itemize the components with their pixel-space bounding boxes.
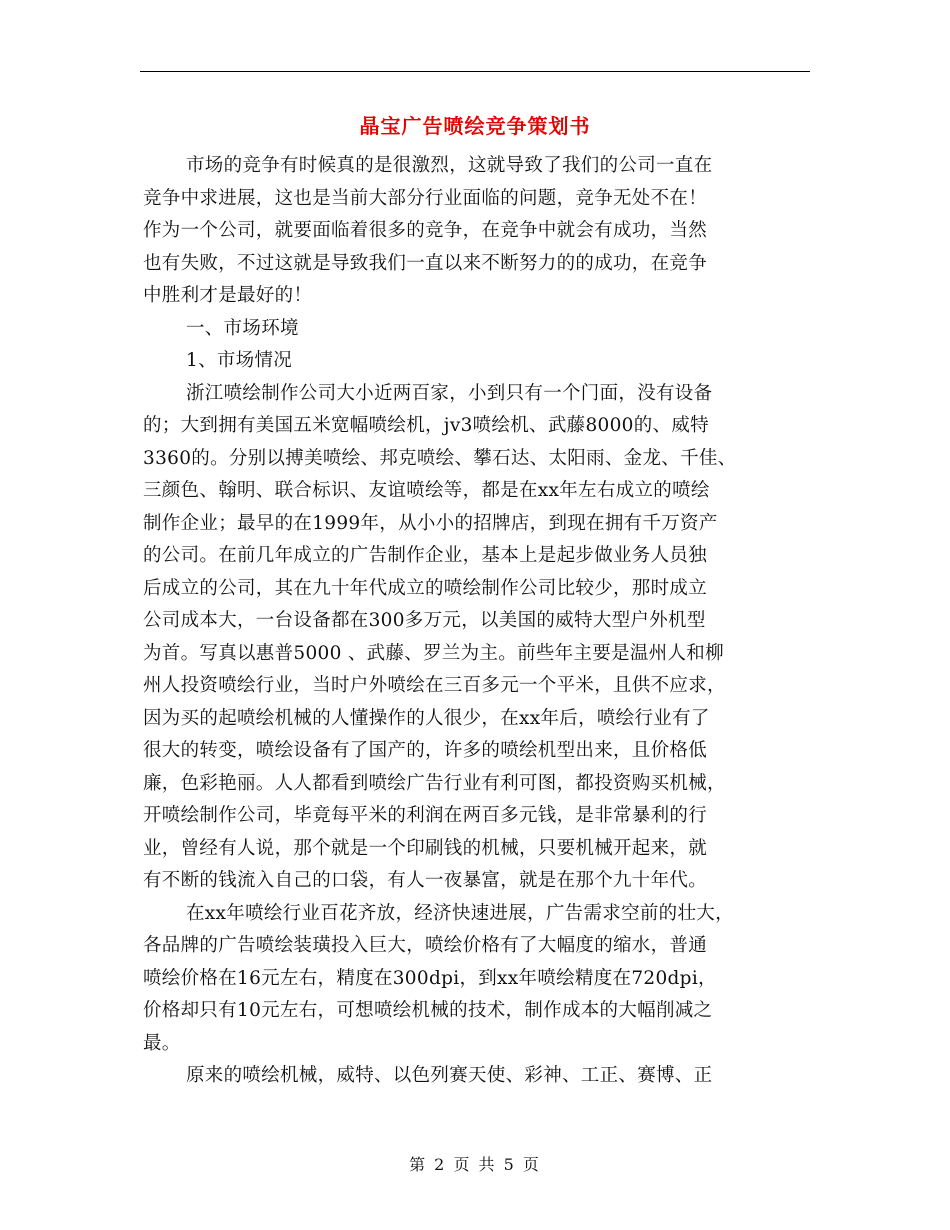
document-title: 晶宝广告喷绘竞争策划书: [359, 114, 591, 138]
body-line: 州人投资喷绘行业，当时户外喷绘在三百多元一个平米，且供不应求，: [143, 675, 726, 696]
body-line: 因为买的起喷绘机械的人懂操作的人很少，在xx年后，喷绘行业有了: [143, 707, 710, 729]
page-number-footer: 第 2 页 共 5 页: [409, 1155, 541, 1174]
body-line: 的；大到拥有美国五米宽幅喷绘机，jv3喷绘机、武藤8000的、威特: [143, 415, 709, 436]
body-line: 制作企业；最早的在1999年，从小小的招牌店，到现在拥有千万资产: [143, 512, 718, 534]
body-line: 中胜利才是最好的！: [143, 285, 313, 306]
body-line: 开喷绘制作公司，毕竟每平米的利润在两百多元钱，是非常暴利的行: [143, 805, 708, 826]
body-line: 市场的竞争有时候真的是很激烈，这就导致了我们的公司一直在: [186, 155, 713, 176]
body-line: 一、市场环境: [186, 317, 299, 339]
body-line: 原来的喷绘机械，威特、以色列赛天使、彩神、工正、赛博、正: [186, 1065, 713, 1086]
body-line: 价格却只有10元左右，可想喷绘机械的技术，制作成本的大幅削减之: [143, 1000, 713, 1021]
body-line: 竞争中求进展，这也是当前大部分行业面临的问题，竞争无处不在！: [143, 187, 708, 209]
body-line: 1、市场情况: [186, 350, 293, 371]
body-line: 业，曾经有人说，那个就是一个印刷钱的机械，只要机械开起来，就: [143, 837, 708, 859]
body-line: 也有失败，不过这就是导致我们一直以来不断努力的的成功，在竞争: [143, 252, 708, 274]
body-line: 的公司。在前几年成立的广告制作企业，基本上是起步做业务人员独: [143, 545, 708, 566]
body-line: 很大的转变，喷绘设备有了国产的，许多的喷绘机型出来，且价格低: [143, 740, 708, 761]
body-line: 3360的。分别以搏美喷绘、邦克喷绘、攀石达、太阳雨、金龙、千佳、: [143, 447, 737, 469]
header-rule: [140, 71, 810, 72]
body-line: 在xx年喷绘行业百花齐放，经济快速进展，广告需求空前的壮大，: [186, 902, 734, 924]
body-line: 后成立的公司，其在九十年代成立的喷绘制作公司比较少，那时成立: [143, 577, 708, 599]
body-line: 为首。写真以惠普5000 、武藤、罗兰为主。前些年主要是温州人和柳: [143, 642, 724, 664]
body-line: 浙江喷绘制作公司大小近两百家，小到只有一个门面，没有设备: [186, 382, 713, 404]
body-line: 喷绘价格在16元左右，精度在300dpi，到xx年喷绘精度在720dpi，: [143, 967, 717, 989]
body-line: 三颜色、翰明、联合标识、友谊喷绘等，都是在xx年左右成立的喷绘: [143, 480, 710, 501]
body-line: 作为一个公司，就要面临着很多的竞争，在竞争中就会有成功，当然: [143, 220, 708, 241]
body-line: 有不断的钱流入自己的口袋，有人一夜暴富，就是在那个九十年代。: [143, 870, 708, 891]
body-line: 廉，色彩艳丽。人人都看到喷绘广告行业有利可图，都投资购买机械，: [143, 772, 726, 794]
body-line: 公司成本大，一台设备都在300多万元，以美国的威特大型户外机型: [143, 610, 706, 631]
body-line: 各品牌的广告喷绘装璜投入巨大，喷绘价格有了大幅度的缩水，普通: [143, 935, 708, 956]
document-body: [143, 150, 813, 1093]
body-line: 最。: [143, 1032, 181, 1054]
